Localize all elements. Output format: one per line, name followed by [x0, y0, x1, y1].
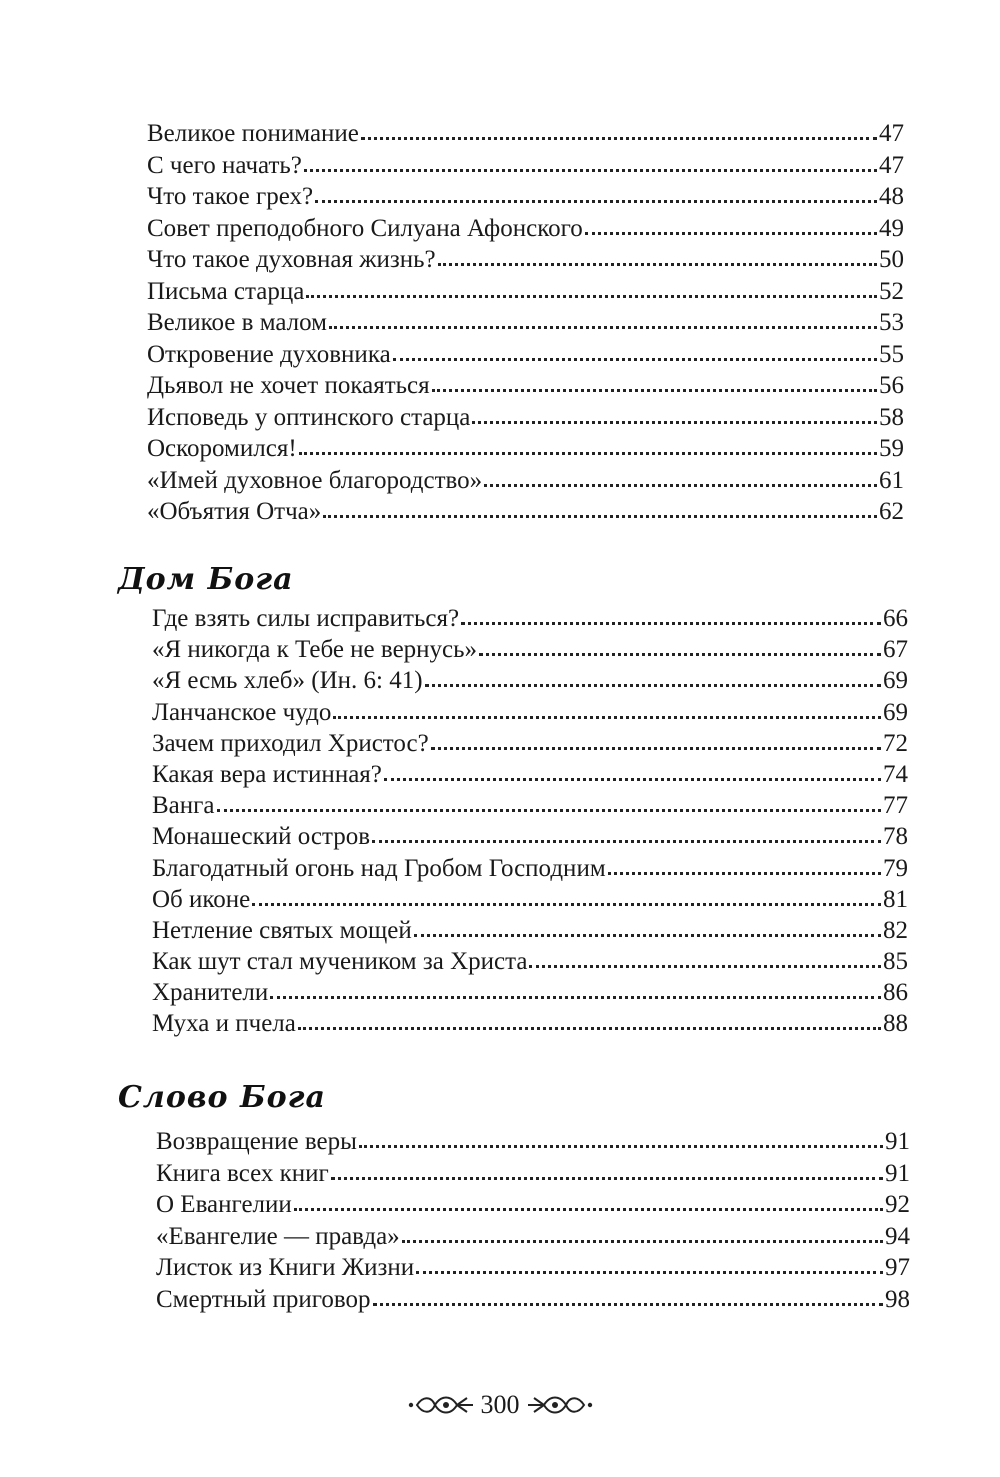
dot-leader [529, 961, 881, 968]
toc-list [147, 118, 904, 528]
toc-entry-page: 77 [883, 792, 908, 820]
toc-list [152, 603, 908, 1040]
toc-entry [147, 370, 904, 402]
toc-list [156, 1126, 910, 1315]
toc-entry-page: 74 [883, 760, 908, 788]
toc-entry [156, 1284, 910, 1316]
toc-entry [152, 665, 908, 696]
dot-leader [414, 930, 881, 937]
toc-entry-title: Ланчанское чудо [152, 698, 332, 726]
page-footer [0, 1390, 1000, 1420]
toc-entry [156, 1189, 910, 1221]
toc-entry [156, 1252, 910, 1284]
section-heading: Дом Бога [118, 562, 294, 597]
toc-entry-page: 97 [885, 1254, 910, 1281]
toc-entry-title: «Я никогда к Тебе не вернусь» [152, 636, 478, 664]
toc-entry-page: 98 [885, 1285, 910, 1313]
dot-leader [252, 899, 881, 906]
toc-entry-title: Благодатный огонь над Гробом Господним [152, 854, 606, 882]
toc-entry-page: 81 [883, 885, 908, 913]
toc-entry [152, 634, 908, 665]
toc-entry [147, 339, 904, 371]
toc-entry-page: 86 [883, 979, 908, 1007]
toc-entry-title: Муха и пчела [152, 1010, 296, 1038]
toc-entry [156, 1221, 910, 1253]
toc-entry [147, 150, 904, 182]
toc-entry-page: 56 [879, 372, 904, 399]
toc-entry [152, 790, 908, 821]
dot-leader [323, 511, 877, 518]
toc-entry-title: Что такое грех? [147, 183, 314, 210]
toc-entry-title: С чего начать? [147, 151, 302, 179]
toc-entry [152, 946, 908, 977]
toc-entry [152, 728, 908, 759]
toc-entry-page: 69 [883, 698, 908, 726]
dot-leader [329, 322, 877, 329]
dot-leader [372, 836, 881, 843]
dot-leader [331, 1173, 883, 1180]
toc-entry-page: 94 [885, 1222, 910, 1250]
dot-leader [484, 480, 877, 487]
toc-entry-page: 91 [885, 1159, 910, 1187]
toc-entry-title: Ванга [152, 792, 215, 820]
toc-entry-page: 47 [879, 151, 904, 179]
toc-entry-page: 62 [879, 498, 904, 525]
toc-entry-page: 67 [883, 636, 908, 664]
toc-entry-page: 79 [883, 854, 908, 882]
toc-entry-page: 88 [883, 1010, 908, 1038]
toc-entry-page: 52 [879, 277, 904, 305]
toc-entry [152, 977, 908, 1008]
toc-entry [147, 244, 904, 276]
toc-entry-title: Смертный приговор [156, 1285, 371, 1313]
dot-leader [416, 1267, 883, 1274]
toc-entry-page: 78 [883, 823, 908, 851]
toc-entry-title: Какая вера истинная? [152, 760, 382, 788]
toc-entry-title: Исповедь у оптинского старца [147, 403, 471, 431]
dot-leader [608, 868, 881, 875]
toc-entry-title: О Евангелии [156, 1191, 292, 1218]
toc-entry-title: Что такое духовная жизнь? [147, 246, 436, 273]
toc-entry-title: Великое в малом [147, 309, 327, 336]
dot-leader [359, 1141, 883, 1148]
toc-entry-page: 61 [879, 466, 904, 494]
toc-entry-title: Монашеский остров [152, 823, 371, 851]
dot-leader [393, 354, 877, 361]
toc-entry-title: Возвращение веры [156, 1128, 357, 1155]
toc-entry [152, 915, 908, 946]
ornament-left-icon [405, 1392, 475, 1418]
toc-entry-page: 82 [883, 916, 908, 944]
toc-entry-page: 53 [879, 309, 904, 336]
toc-entry-title: Совет преподобного Силуана Афонского [147, 214, 583, 242]
dot-leader [270, 992, 881, 999]
dot-leader [315, 196, 877, 203]
toc-entry-page: 58 [879, 403, 904, 431]
toc-entry-title: «Имей духовное благородство» [147, 466, 483, 494]
toc-entry [152, 884, 908, 915]
dot-leader [333, 712, 881, 719]
toc-entry [147, 181, 904, 213]
toc-entry-title: «Евангелие — правда» [156, 1222, 400, 1250]
dot-leader [361, 133, 877, 140]
toc-entry-title: Дьявол не хочет покаяться [147, 372, 430, 399]
dot-leader [384, 774, 881, 781]
dot-leader [472, 417, 877, 424]
dot-leader [585, 228, 877, 235]
toc-entry-title: Зачем приходил Христос? [152, 729, 429, 757]
toc-entry-page: 91 [885, 1128, 910, 1155]
dot-leader [402, 1236, 883, 1243]
toc-entry-title: Письма старца [147, 277, 305, 305]
toc-entry-title: Откровение духовника [147, 340, 391, 368]
toc-entry-title: Где взять силы исправиться? [152, 605, 460, 632]
toc-entry [147, 307, 904, 339]
toc-entry-title: Оскоромился! [147, 435, 297, 462]
dot-leader [294, 1204, 883, 1211]
toc-entry-page: 92 [885, 1191, 910, 1218]
dot-leader [299, 448, 877, 455]
toc-entry [156, 1158, 910, 1190]
toc-entry-page: 50 [879, 246, 904, 273]
dot-leader [298, 1023, 881, 1030]
toc-entry-title: Нетление святых мощей [152, 916, 412, 944]
dot-leader [479, 649, 881, 656]
toc-entry [152, 697, 908, 728]
toc-entry-title: Хранители [152, 979, 269, 1007]
dot-leader [438, 259, 877, 266]
toc-entry [152, 603, 908, 634]
toc-entry-title: Листок из Книги Жизни [156, 1254, 415, 1281]
toc-entry [147, 402, 904, 434]
dot-leader [461, 618, 881, 625]
toc-entry-title: «Объятия Отча» [147, 498, 322, 525]
toc-entry [152, 853, 908, 884]
toc-entry-page: 72 [883, 729, 908, 757]
toc-entry-page: 59 [879, 435, 904, 462]
dot-leader [425, 680, 881, 687]
dot-leader [217, 805, 882, 812]
section-heading: Слово Бога [118, 1080, 326, 1115]
toc-entry [156, 1126, 910, 1158]
toc-entry [147, 213, 904, 245]
toc-entry-page: 85 [883, 948, 908, 976]
toc-entry [147, 276, 904, 308]
toc-entry [147, 496, 904, 528]
toc-entry [152, 1008, 908, 1039]
ornament-right-icon [526, 1392, 596, 1418]
toc-entry [147, 433, 904, 465]
toc-entry-title: Книга всех книг [156, 1159, 329, 1187]
toc-entry-page: 49 [879, 214, 904, 242]
toc-entry-page: 55 [879, 340, 904, 368]
toc-entry-title: «Я есмь хлеб» (Ин. 6: 41) [152, 667, 423, 695]
toc-entry-title: Об иконе [152, 885, 251, 913]
toc-entry-page: 47 [879, 120, 904, 147]
toc-entry [152, 759, 908, 790]
toc-entry-title: Как шут стал мучеником за Христа [152, 948, 528, 976]
dot-leader [373, 1299, 883, 1306]
page-number: 300 [480, 1390, 520, 1419]
toc-entry-page: 69 [883, 667, 908, 695]
dot-leader [306, 291, 877, 298]
toc-entry [147, 465, 904, 497]
dot-leader [431, 743, 881, 750]
toc-entry-page: 66 [883, 605, 908, 632]
toc-entry [147, 118, 904, 150]
toc-entry-page: 48 [879, 183, 904, 210]
dot-leader [432, 385, 877, 392]
dot-leader [304, 165, 877, 172]
toc-entry [152, 821, 908, 852]
toc-entry-title: Великое понимание [147, 120, 359, 147]
